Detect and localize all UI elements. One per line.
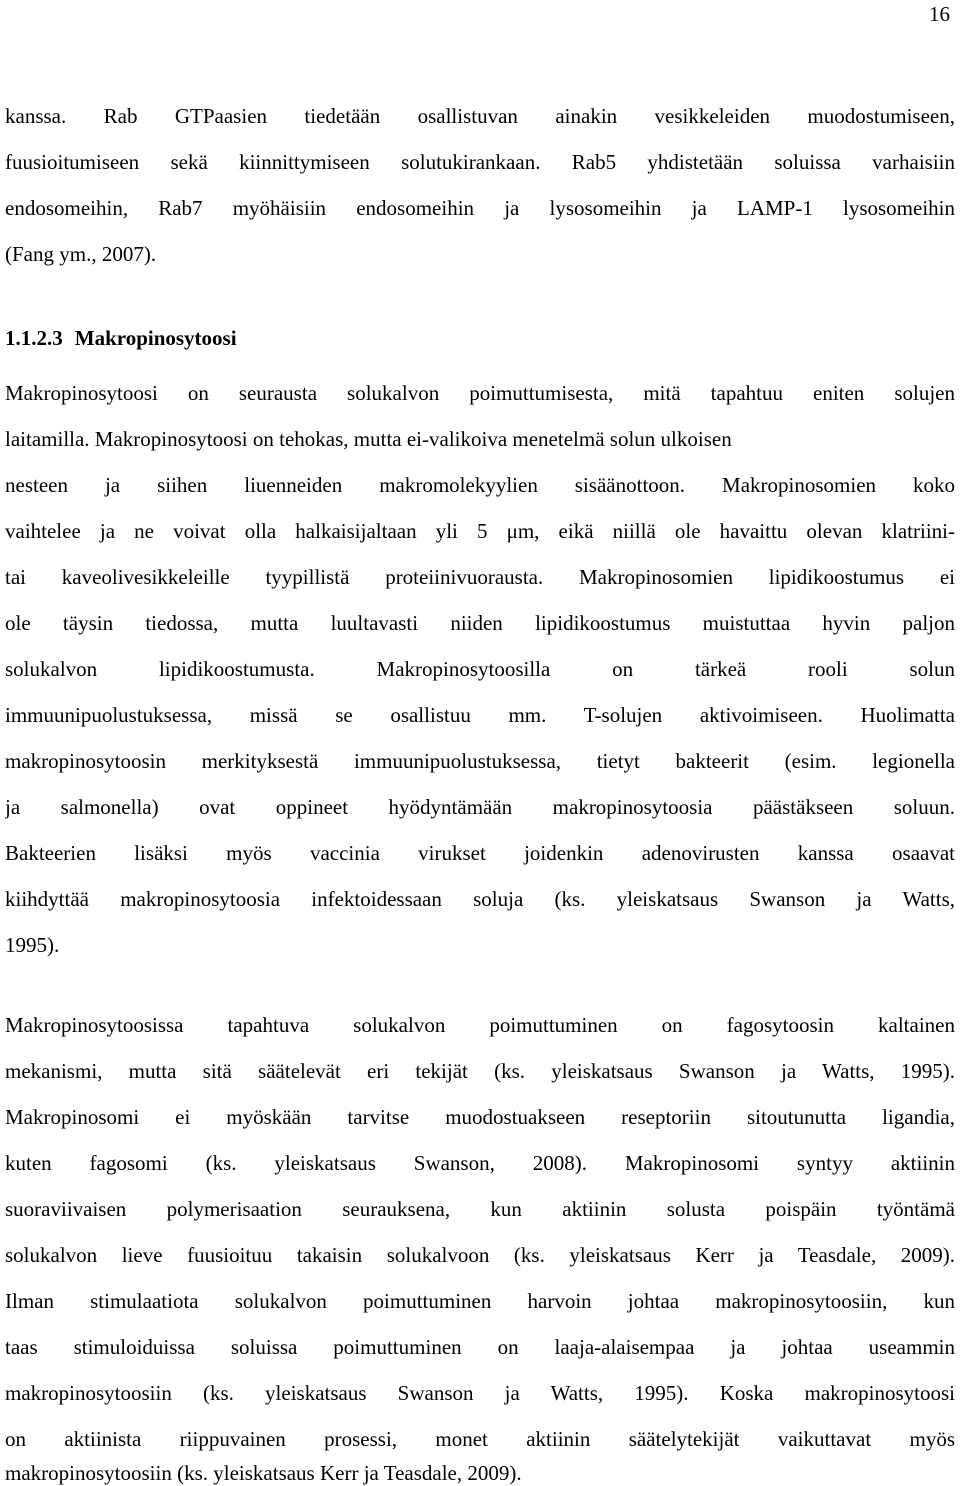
section-title: Makropinosytoosi — [74, 326, 237, 350]
page-number: 16 — [929, 2, 950, 26]
paragraph-line: vaihtelee ja ne voivat olla halkaisijaltaan yli 5 μm, eikä niillä ole havaittu olevan klatriini- — [5, 519, 955, 543]
paragraph-line: suoraviivaisen polymerisaation seurauksena, kun aktiinin solusta poispäin työntämä — [5, 1197, 955, 1221]
section-number: 1.1.2.3 — [5, 326, 63, 350]
paragraph-line: kiihdyttää makropinosytoosia infektoidessaan soluja (ks. yleiskatsaus Swanson ja Watts, — [5, 887, 955, 911]
paragraph-line: Bakteerien lisäksi myös vaccinia virukset joidenkin adenovirusten kanssa osaavat — [5, 841, 955, 865]
paragraph-line: laitamilla. Makropinosytoosi on tehokas, mutta ei-valikoiva menetelmä solun ulkoisen — [5, 427, 732, 451]
paragraph-line: makropinosytoosin merkityksestä immuunipuolustuksessa, tietyt bakteerit (esim. legionella — [5, 749, 955, 773]
paragraph-line: nesteen ja siihen liuenneiden makromolekyylien sisäänottoon. Makropinosomien koko — [5, 473, 955, 497]
paragraph-line: Ilman stimulaatiota solukalvon poimuttuminen harvoin johtaa makropinosytoosiin, kun — [5, 1289, 955, 1313]
paragraph-line: Makropinosytoosissa tapahtuva solukalvon poimuttuminen on fagosytoosin kaltainen — [5, 1013, 955, 1037]
paragraph-line: kanssa. Rab GTPaasien tiedetään osallistuvan ainakin vesikkeleiden muodostumiseen, — [5, 104, 955, 128]
paragraph-line: ja salmonella) ovat oppineet hyödyntämään makropinosytoosia päästäkseen soluun. — [5, 795, 955, 819]
paragraph-line: kuten fagosomi (ks. yleiskatsaus Swanson, 2008). Makropinosomi syntyy aktiinin — [5, 1151, 955, 1175]
section-heading — [5, 326, 237, 350]
paragraph-line: Makropinosomi ei myöskään tarvitse muodostuakseen reseptoriin sitoutunutta ligandia, — [5, 1105, 955, 1129]
paragraph-line: 1995). — [5, 933, 60, 957]
paragraph-line: Makropinosytoosi on seurausta solukalvon poimuttumisesta, mitä tapahtuu eniten solujen — [5, 381, 955, 405]
paragraph-line: tai kaveolivesikkeleille tyypillistä proteiinivuorausta. Makropinosomien lipidikoostumus ei — [5, 565, 955, 589]
paragraph-line: mekanismi, mutta sitä säätelevät eri tekijät (ks. yleiskatsaus Swanson ja Watts, 1995). — [5, 1059, 955, 1083]
paragraph-line: makropinosytoosiin (ks. yleiskatsaus Swanson ja Watts, 1995). Koska makropinosytoosi — [5, 1381, 955, 1405]
paragraph-line: ole täysin tiedossa, mutta luultavasti niiden lipidikoostumus muistuttaa hyvin paljon — [5, 611, 955, 635]
paragraph-line: solukalvon lieve fuusioituu takaisin solukalvoon (ks. yleiskatsaus Kerr ja Teasdale, 2009). — [5, 1243, 955, 1267]
paragraph-line: makropinosytoosiin (ks. yleiskatsaus Kerr ja Teasdale, 2009). — [5, 1461, 522, 1485]
paragraph-line: solukalvon lipidikoostumusta. Makropinosytoosilla on tärkeä rooli solun — [5, 657, 955, 681]
paragraph-line: taas stimuloiduissa soluissa poimuttuminen on laaja-alaisempaa ja johtaa useammin — [5, 1335, 955, 1359]
paragraph-line: (Fang ym., 2007). — [5, 242, 157, 266]
paragraph-line: on aktiinista riippuvainen prosessi, monet aktiinin säätelytekijät vaikuttavat myös — [5, 1427, 955, 1451]
paragraph-line: immuunipuolustuksessa, missä se osallistuu mm. T-solujen aktivoimiseen. Huolimatta — [5, 703, 955, 727]
paragraph-line: endosomeihin, Rab7 myöhäisiin endosomeihin ja lysosomeihin ja LAMP-1 lysosomeihin — [5, 196, 955, 220]
paragraph-line: fuusioitumiseen sekä kiinnittymiseen solutukirankaan. Rab5 yhdistetään soluissa varhaisiin — [5, 150, 955, 174]
